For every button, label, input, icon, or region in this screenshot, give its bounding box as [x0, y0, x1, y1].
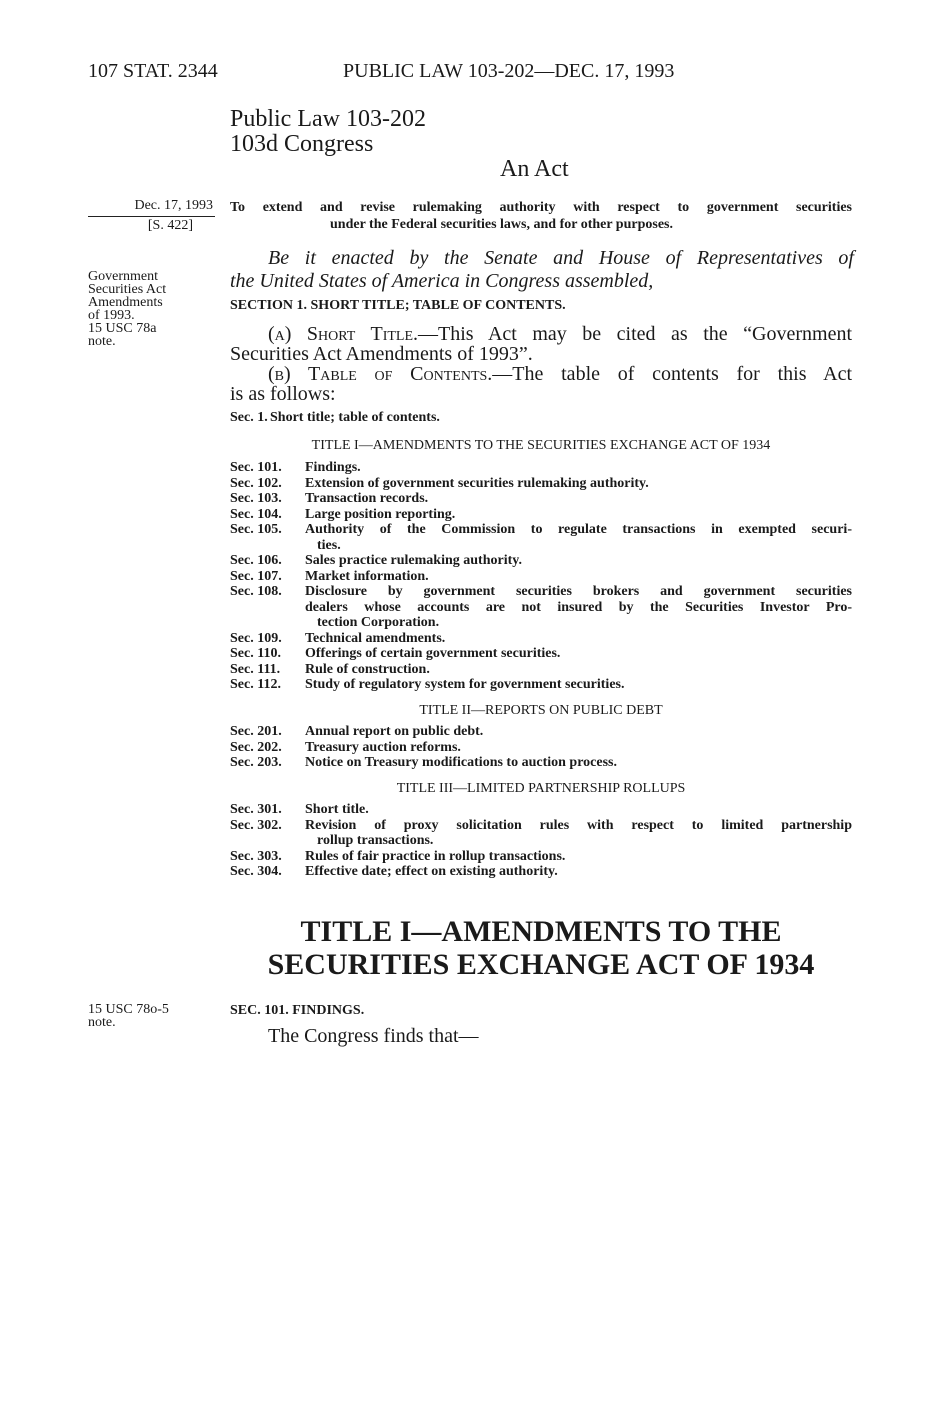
toc-entry-line: Disclosure by government securities brokers and government securities	[305, 584, 852, 599]
toc-entry	[230, 724, 852, 740]
toc-entry-line: Rules of fair practice in rollup transactions.	[305, 848, 566, 864]
toc-entry-text	[305, 802, 852, 818]
toc-entry-text	[305, 646, 852, 662]
toc-entry	[230, 553, 852, 569]
toc-entry-number: Sec. 110.	[230, 646, 281, 661]
toc-entry	[230, 740, 852, 756]
toc-entry-line: Offerings of certain government securities.	[305, 646, 561, 661]
toc-entry-line: Effective date; effect on existing authority.	[305, 864, 558, 879]
toc-entry	[230, 802, 852, 818]
section-101-heading: SEC. 101. FINDINGS.	[230, 1003, 365, 1018]
title-1-heading	[230, 915, 852, 981]
toc-entry-text	[305, 569, 852, 585]
toc-entry-number: Sec. 102.	[230, 475, 282, 491]
toc-entry-line: rollup transactions.	[317, 833, 434, 848]
toc-entry	[230, 522, 852, 553]
toc-label: (b) Table of Contents.	[268, 363, 493, 385]
margin-date: Dec. 17, 1993	[88, 198, 215, 217]
toc-entry-number: Sec. 103.	[230, 491, 282, 506]
purpose-line: under the Federal securities laws, and for other purposes.	[330, 217, 673, 232]
paragraph-text: —The table of contents for this Act	[492, 363, 852, 385]
purpose-line: To extend and revise rulemaking authority with respect to government securities	[230, 200, 852, 215]
paragraph-text: Securities Act Amendments of 1993”.	[230, 343, 533, 365]
act-purpose	[230, 199, 852, 233]
toc-entry-number: Sec. 109.	[230, 630, 282, 646]
toc-entry	[230, 662, 852, 678]
toc-entry-text	[305, 740, 852, 756]
toc-entry	[230, 631, 852, 647]
toc-entry-text	[305, 460, 852, 476]
toc-entry	[230, 584, 852, 631]
toc-entry-text	[305, 491, 852, 507]
toc-entry-text	[305, 553, 852, 569]
findings-text: The Congress finds that—	[268, 1025, 479, 1047]
margin-note-line: Securities Act	[88, 282, 167, 297]
toc-entry-line: Extension of government securities rulemaking authority.	[305, 475, 649, 491]
margin-note-line: Amendments	[88, 295, 163, 310]
toc-entry-line: Sales practice rulemaking authority.	[305, 553, 522, 568]
toc-entry-text	[305, 476, 852, 492]
an-act-heading: An Act	[500, 156, 569, 182]
toc-entry-text	[305, 631, 852, 647]
short-title-label: (a) Short Title.	[268, 323, 419, 345]
public-law-number: Public Law 103-202	[230, 106, 426, 132]
margin-note-line: Government	[88, 269, 158, 284]
toc-entry-number: Sec. 107.	[230, 568, 282, 584]
toc-entry	[230, 646, 852, 662]
toc-entry-number: Sec. 111.	[230, 661, 281, 677]
toc-entry-line: Study of regulatory system for government securities.	[305, 677, 625, 692]
enacting-clause	[230, 247, 854, 293]
toc-entry-line: Authority of the Commission to regulate transactions in exempted securi-	[305, 522, 852, 537]
toc-entry-number: Sec. 1.	[230, 410, 268, 425]
page-reference: 107 STAT. 2344	[88, 60, 218, 82]
congress-number: 103d Congress	[230, 131, 374, 157]
toc-entry-number: Sec. 101.	[230, 460, 282, 475]
toc-title-heading: TITLE III—LIMITED PARTNERSHIP ROLLUPS	[396, 780, 686, 796]
toc-entry-line: Short title.	[305, 802, 369, 817]
table-of-contents	[230, 410, 852, 880]
toc-entry	[230, 864, 852, 880]
margin-note-line: note.	[88, 334, 116, 349]
margin-note-line: of 1993.	[88, 308, 135, 323]
section-1a-paragraph	[230, 324, 852, 364]
toc-entry-line: Large position reporting.	[305, 506, 456, 522]
law-date-header: PUBLIC LAW 103-202—DEC. 17, 1993	[343, 60, 675, 82]
toc-entry	[230, 569, 852, 585]
toc-title2-entries	[230, 724, 852, 771]
margin-note-line: 15 USC 78a	[88, 321, 157, 336]
toc-entry-line: Treasury auction reforms.	[305, 739, 461, 755]
toc-entry-text	[305, 864, 852, 880]
toc-entry	[230, 849, 852, 865]
toc-entry-text	[305, 662, 852, 678]
enacting-line: the United States of America in Congress assembled,	[230, 270, 654, 292]
toc-entry	[230, 476, 852, 492]
toc-entry-number: Sec. 302.	[230, 817, 282, 833]
margin-note-line: 15 USC 78o-5	[88, 1002, 169, 1017]
toc-title3-entries	[230, 802, 852, 880]
enacting-line: Be it enacted by the Senate and House of Representatives of	[268, 247, 854, 269]
toc-entry-number: Sec. 304.	[230, 864, 282, 879]
toc-entry-line: ties.	[317, 537, 341, 553]
toc-entry	[230, 410, 852, 426]
toc-title-heading: TITLE II—REPORTS ON PUBLIC DEBT	[419, 702, 663, 718]
toc-entry-number: Sec. 112.	[230, 677, 281, 692]
toc-entry-text	[305, 849, 852, 865]
toc-entry-line: Annual report on public debt.	[305, 724, 484, 739]
margin-note-line: note.	[88, 1015, 116, 1030]
toc-entry-number: Sec. 301.	[230, 802, 282, 817]
toc-entry-number: Sec. 108.	[230, 584, 282, 599]
title-heading-line: TITLE I—AMENDMENTS TO THE	[300, 915, 782, 948]
title-heading-line: SECURITIES EXCHANGE ACT OF 1934	[267, 948, 815, 981]
toc-entry	[230, 818, 852, 849]
toc-entry-text	[305, 507, 852, 523]
section-1-heading: SECTION 1. SHORT TITLE; TABLE OF CONTENTS.	[230, 298, 566, 313]
toc-entry	[230, 755, 852, 771]
toc-entry-number: Sec. 303.	[230, 848, 282, 864]
toc-entry-line: tection Corporation.	[317, 615, 440, 630]
margin-note-findings	[88, 1003, 218, 1029]
toc-entry-number: Sec. 203.	[230, 755, 282, 770]
toc-entry-line: Transaction records.	[305, 491, 429, 506]
toc-entry-text	[305, 522, 852, 553]
toc-title-heading: TITLE I—AMENDMENTS TO THE SECURITIES EXCHANGE ACT OF 1934	[311, 437, 771, 453]
toc-entry-number: Sec. 201.	[230, 724, 282, 739]
toc-entry-line: Notice on Treasury modifications to auction process.	[305, 755, 618, 770]
toc-entry-line: Revision of proxy solicitation rules with respect to limited partnership	[305, 817, 852, 833]
toc-entry	[230, 677, 852, 693]
margin-date-block	[88, 198, 215, 234]
toc-entry-number: Sec. 202.	[230, 739, 282, 755]
toc-entry	[230, 460, 852, 476]
toc-entry-text: Short title; table of contents.	[270, 410, 440, 425]
toc-entry-line: Technical amendments.	[305, 630, 446, 646]
toc-entry-line: Market information.	[305, 568, 429, 584]
toc-entry-text	[305, 724, 852, 740]
paragraph-text: is as follows:	[230, 383, 336, 405]
toc-entry-number: Sec. 105.	[230, 522, 282, 537]
section-1b-paragraph	[230, 364, 852, 404]
margin-note-short-title	[88, 270, 218, 348]
toc-entry-line: dealers whose accounts are not insured by the Securities Investor Pro-	[305, 599, 852, 615]
toc-entry-line: Rule of construction.	[305, 661, 430, 677]
toc-entry-number: Sec. 104.	[230, 506, 282, 522]
toc-entry-text	[305, 677, 852, 693]
paragraph-text: —This Act may be cited as the “Government	[418, 323, 853, 345]
toc-entry-text	[305, 755, 852, 771]
toc-entry-line: Findings.	[305, 460, 361, 475]
toc-entry	[230, 507, 852, 523]
toc-entry	[230, 491, 852, 507]
toc-entry-number: Sec. 106.	[230, 553, 282, 568]
toc-entry-text	[305, 584, 852, 631]
toc-entry-text	[305, 818, 852, 849]
toc-title1-entries	[230, 460, 852, 693]
law-header	[230, 107, 426, 157]
margin-bill-number: [S. 422]	[147, 218, 193, 233]
